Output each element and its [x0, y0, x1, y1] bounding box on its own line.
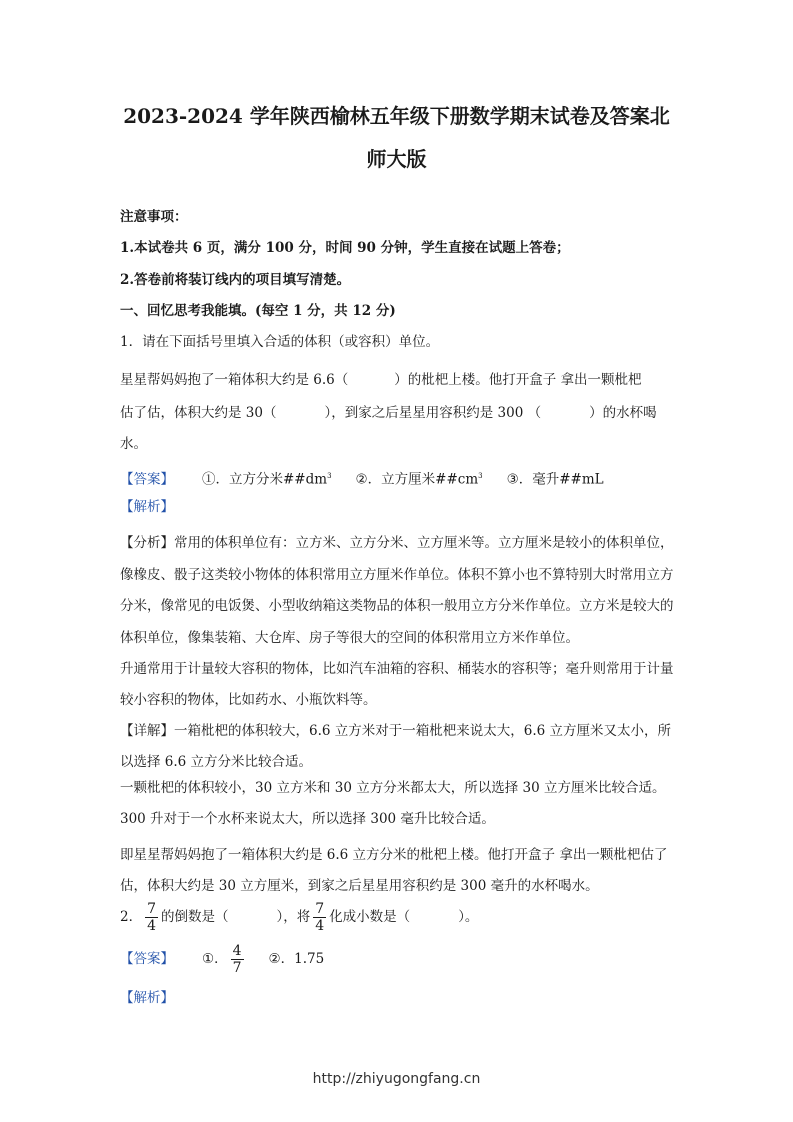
q1-text-a: 星星帮妈妈抱了一箱体积大约是 6.6（ — [120, 372, 349, 388]
notice-heading: 注意事项： — [120, 209, 188, 225]
q2-text-d: ）。 — [458, 909, 479, 925]
answer-tag: 【答案】 — [120, 471, 174, 488]
analysis-tag: 【解析】 — [120, 990, 174, 1006]
q1-text-c: 估了估，体积大约是 30（ — [120, 405, 277, 421]
analysis-tag: 【解析】 — [120, 499, 174, 515]
q1-text-d: ），到家之后星星用容积约是 300 （ — [324, 405, 542, 421]
q2-text-b: ），将 — [276, 909, 311, 925]
cube-superscript: 3 — [478, 472, 483, 480]
detail-paragraph-1: 【详解】一箱枇杷的体积较大，6.6 立方米对于一箱枇杷来说太大，6.6 立方厘米又太小，所以选择 6.6 立方分米比较合适。 — [120, 723, 672, 770]
q2-number: 2． — [120, 909, 143, 925]
fraction-seven-fourths: $\frac{7}{4}$ — [315, 901, 325, 934]
q2-text-c: 化成小数是（ — [329, 909, 411, 925]
question-1-prompt: 1．请在下面括号里填入合适的体积（或容积）单位。 — [120, 334, 440, 350]
doc-title-line1: 2023-2024 学年陕西榆林五年级下册数学期末试卷及答案北 — [123, 104, 670, 128]
question-1-answer — [120, 466, 680, 490]
detail-paragraph-4: 即星星帮妈妈抱了一箱体积大约是 6.6 立方分米的枇杷上楼。他打开盒子 拿出一颗枇杷估了估，体积大约是 30 立方厘米，到家之后星星用容积约是 300 毫升的水杯喝水。 — [120, 847, 668, 894]
cube-superscript: 3 — [327, 472, 332, 480]
doc-title-line2: 师大版 — [366, 147, 427, 171]
section-heading-1: 一、回忆思考我能填。(每空 1 分，共 12 分) — [120, 303, 396, 319]
detail-paragraph-2: 一颗枇杷的体积较小，30 立方米和 30 立方分米都太大，所以选择 30 立方厘米比较合适。 — [120, 780, 666, 796]
q1-text-b: ）的枇杷上楼。他打开盒子 拿出一颗枇杷 — [394, 372, 642, 388]
q2-text-a: 的倒数是（ — [161, 909, 229, 925]
detail-paragraph-3: 300 升对于一个水杯来说太大，所以选择 300 毫升比较合适。 — [120, 811, 495, 827]
q1-text-e: ）的水杯喝 — [589, 405, 657, 421]
question-1-line-2 — [120, 403, 680, 423]
q1-answer-2: ②．立方厘米##cm — [355, 471, 479, 488]
analysis-paragraph-1: 【分析】常用的体积单位有：立方米、立方分米、立方厘米等。立方厘米是较小的体积单位，像橡皮、骰子这类较小物体的体积常用立方厘米作单位。体积不算小也不算特别大时常用立方分米，像常见的电饭煲、小型收纳箱这类物品的体积一般用立方分米作单位。立方米是较大的体积单位，像集装箱、大仓库、房子等很大的空间的体积常用立方米作单位。 — [120, 535, 674, 646]
q1-answer-3: ③．毫升##mL — [506, 471, 604, 488]
question-2-answer — [120, 941, 680, 977]
analysis-paragraph-2: 升通常用于计量较大容积的物体，比如汽车油箱的容积、桶装水的容积等；毫升则常用于计量较小容积的物体，比如药水、小瓶饮料等。 — [120, 661, 674, 708]
notice-item-1: 1.本试卷共 6 页，满分 100 分，时间 90 分钟，学生直接在试题上答卷； — [120, 240, 570, 256]
fraction-four-sevenths: $\frac{4}{7}$ — [232, 943, 242, 976]
answer-tag: 【答案】 — [120, 951, 174, 967]
q2-answer-2: ②．1.75 — [268, 951, 325, 967]
fraction-seven-fourths: $\frac{7}{4}$ — [147, 901, 157, 934]
notice-item-2: 2.答卷前将装订线内的项目填写清楚。 — [120, 272, 351, 288]
question-1-line-3: 水。 — [120, 436, 147, 452]
question-1-line-1 — [120, 370, 680, 390]
q1-answer-1: ①．立方分米##dm — [202, 471, 328, 488]
footer-url[interactable]: http://zhiyugongfang.cn — [312, 1071, 481, 1087]
q2-answer-1-label: ①． — [202, 951, 228, 967]
question-2-prompt — [120, 899, 680, 935]
